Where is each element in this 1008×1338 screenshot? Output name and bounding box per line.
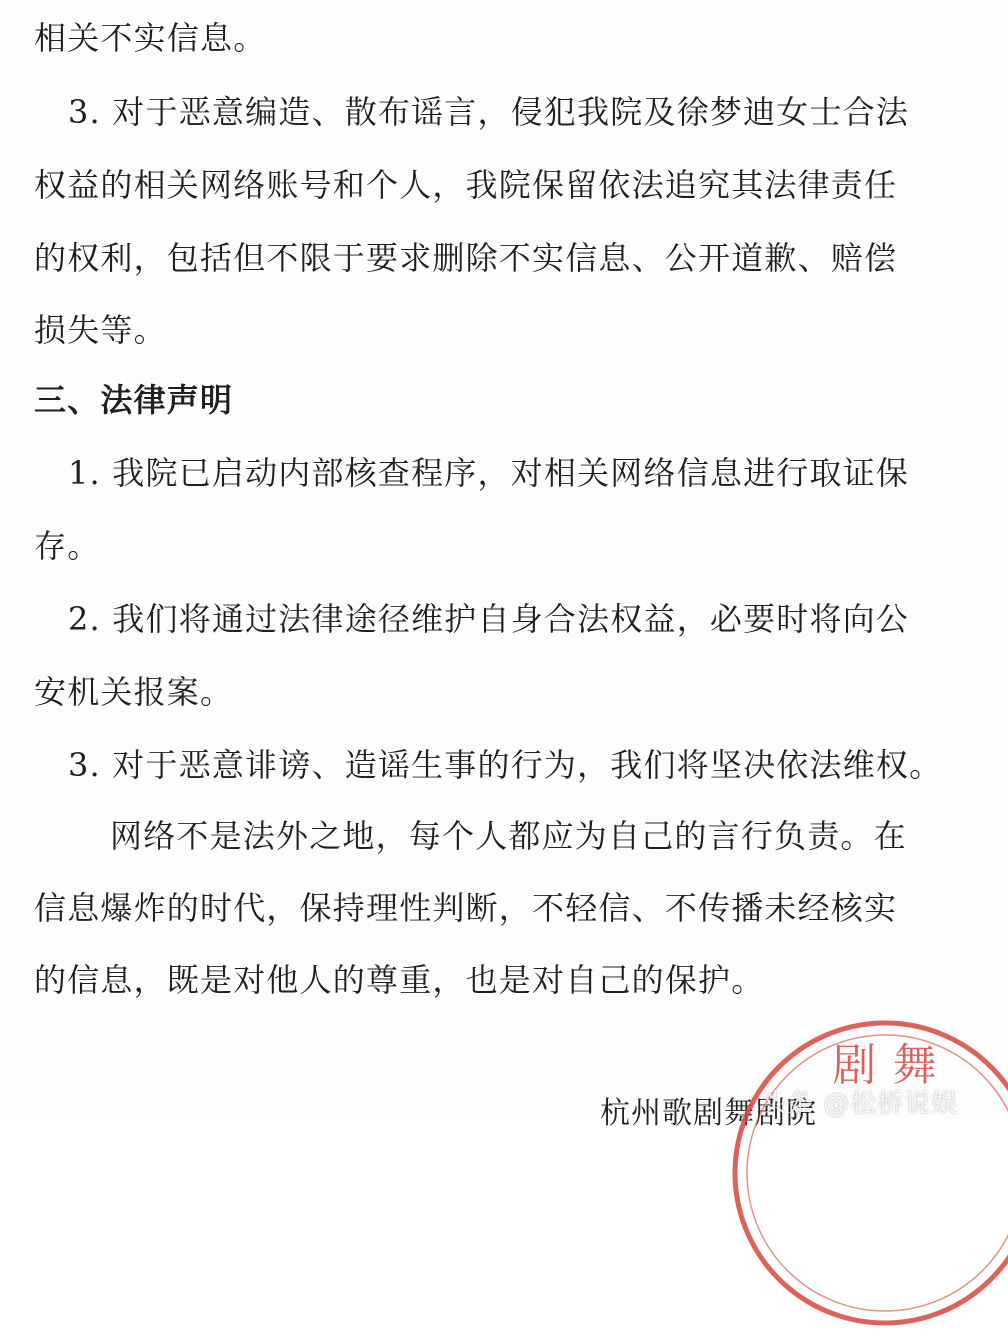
paragraph-line: 存。 (34, 527, 101, 565)
paragraph-line: 3. 对于恶意编造、散布谣言，侵犯我院及徐梦迪女士合法 (68, 93, 910, 131)
watermark-text: 头条 @松桥说娱 (760, 1089, 959, 1119)
paragraph-line: 相关不实信息。 (34, 19, 267, 57)
paragraph-line: 信息爆炸的时代，保持理性判断，不轻信、不传播未经核实 (34, 889, 898, 927)
signature-organization: 杭州歌剧舞剧院 (600, 1096, 817, 1131)
paragraph-line: 安机关报案。 (34, 673, 234, 711)
paragraph-line: 网络不是法外之地，每个人都应为自己的言行负责。在 (110, 817, 907, 855)
paragraph-line: 3. 对于恶意诽谤、造谣生事的行为，我们将坚决依法维权。 (68, 746, 943, 784)
paragraph-line: 的信息，既是对他人的尊重，也是对自己的保护。 (34, 961, 765, 999)
paragraph-line: 2. 我们将通过法律途径维护自身合法权益，必要时将向公 (68, 600, 910, 638)
section-heading: 三、法律声明 (34, 381, 234, 419)
paragraph-line: 的权利，包括但不限于要求删除不实信息、公开道歉、赔偿 (34, 239, 898, 277)
paragraph-line: 1. 我院已启动内部核查程序，对相关网络信息进行取证保 (68, 454, 910, 492)
paragraph-line: 权益的相关网络账号和个人，我院保留依法追究其法律责任 (34, 166, 898, 204)
paragraph-line: 损失等。 (34, 311, 167, 349)
official-seal-stamp (720, 1008, 1008, 1338)
seal-text: 剧 舞 (832, 1040, 938, 1091)
